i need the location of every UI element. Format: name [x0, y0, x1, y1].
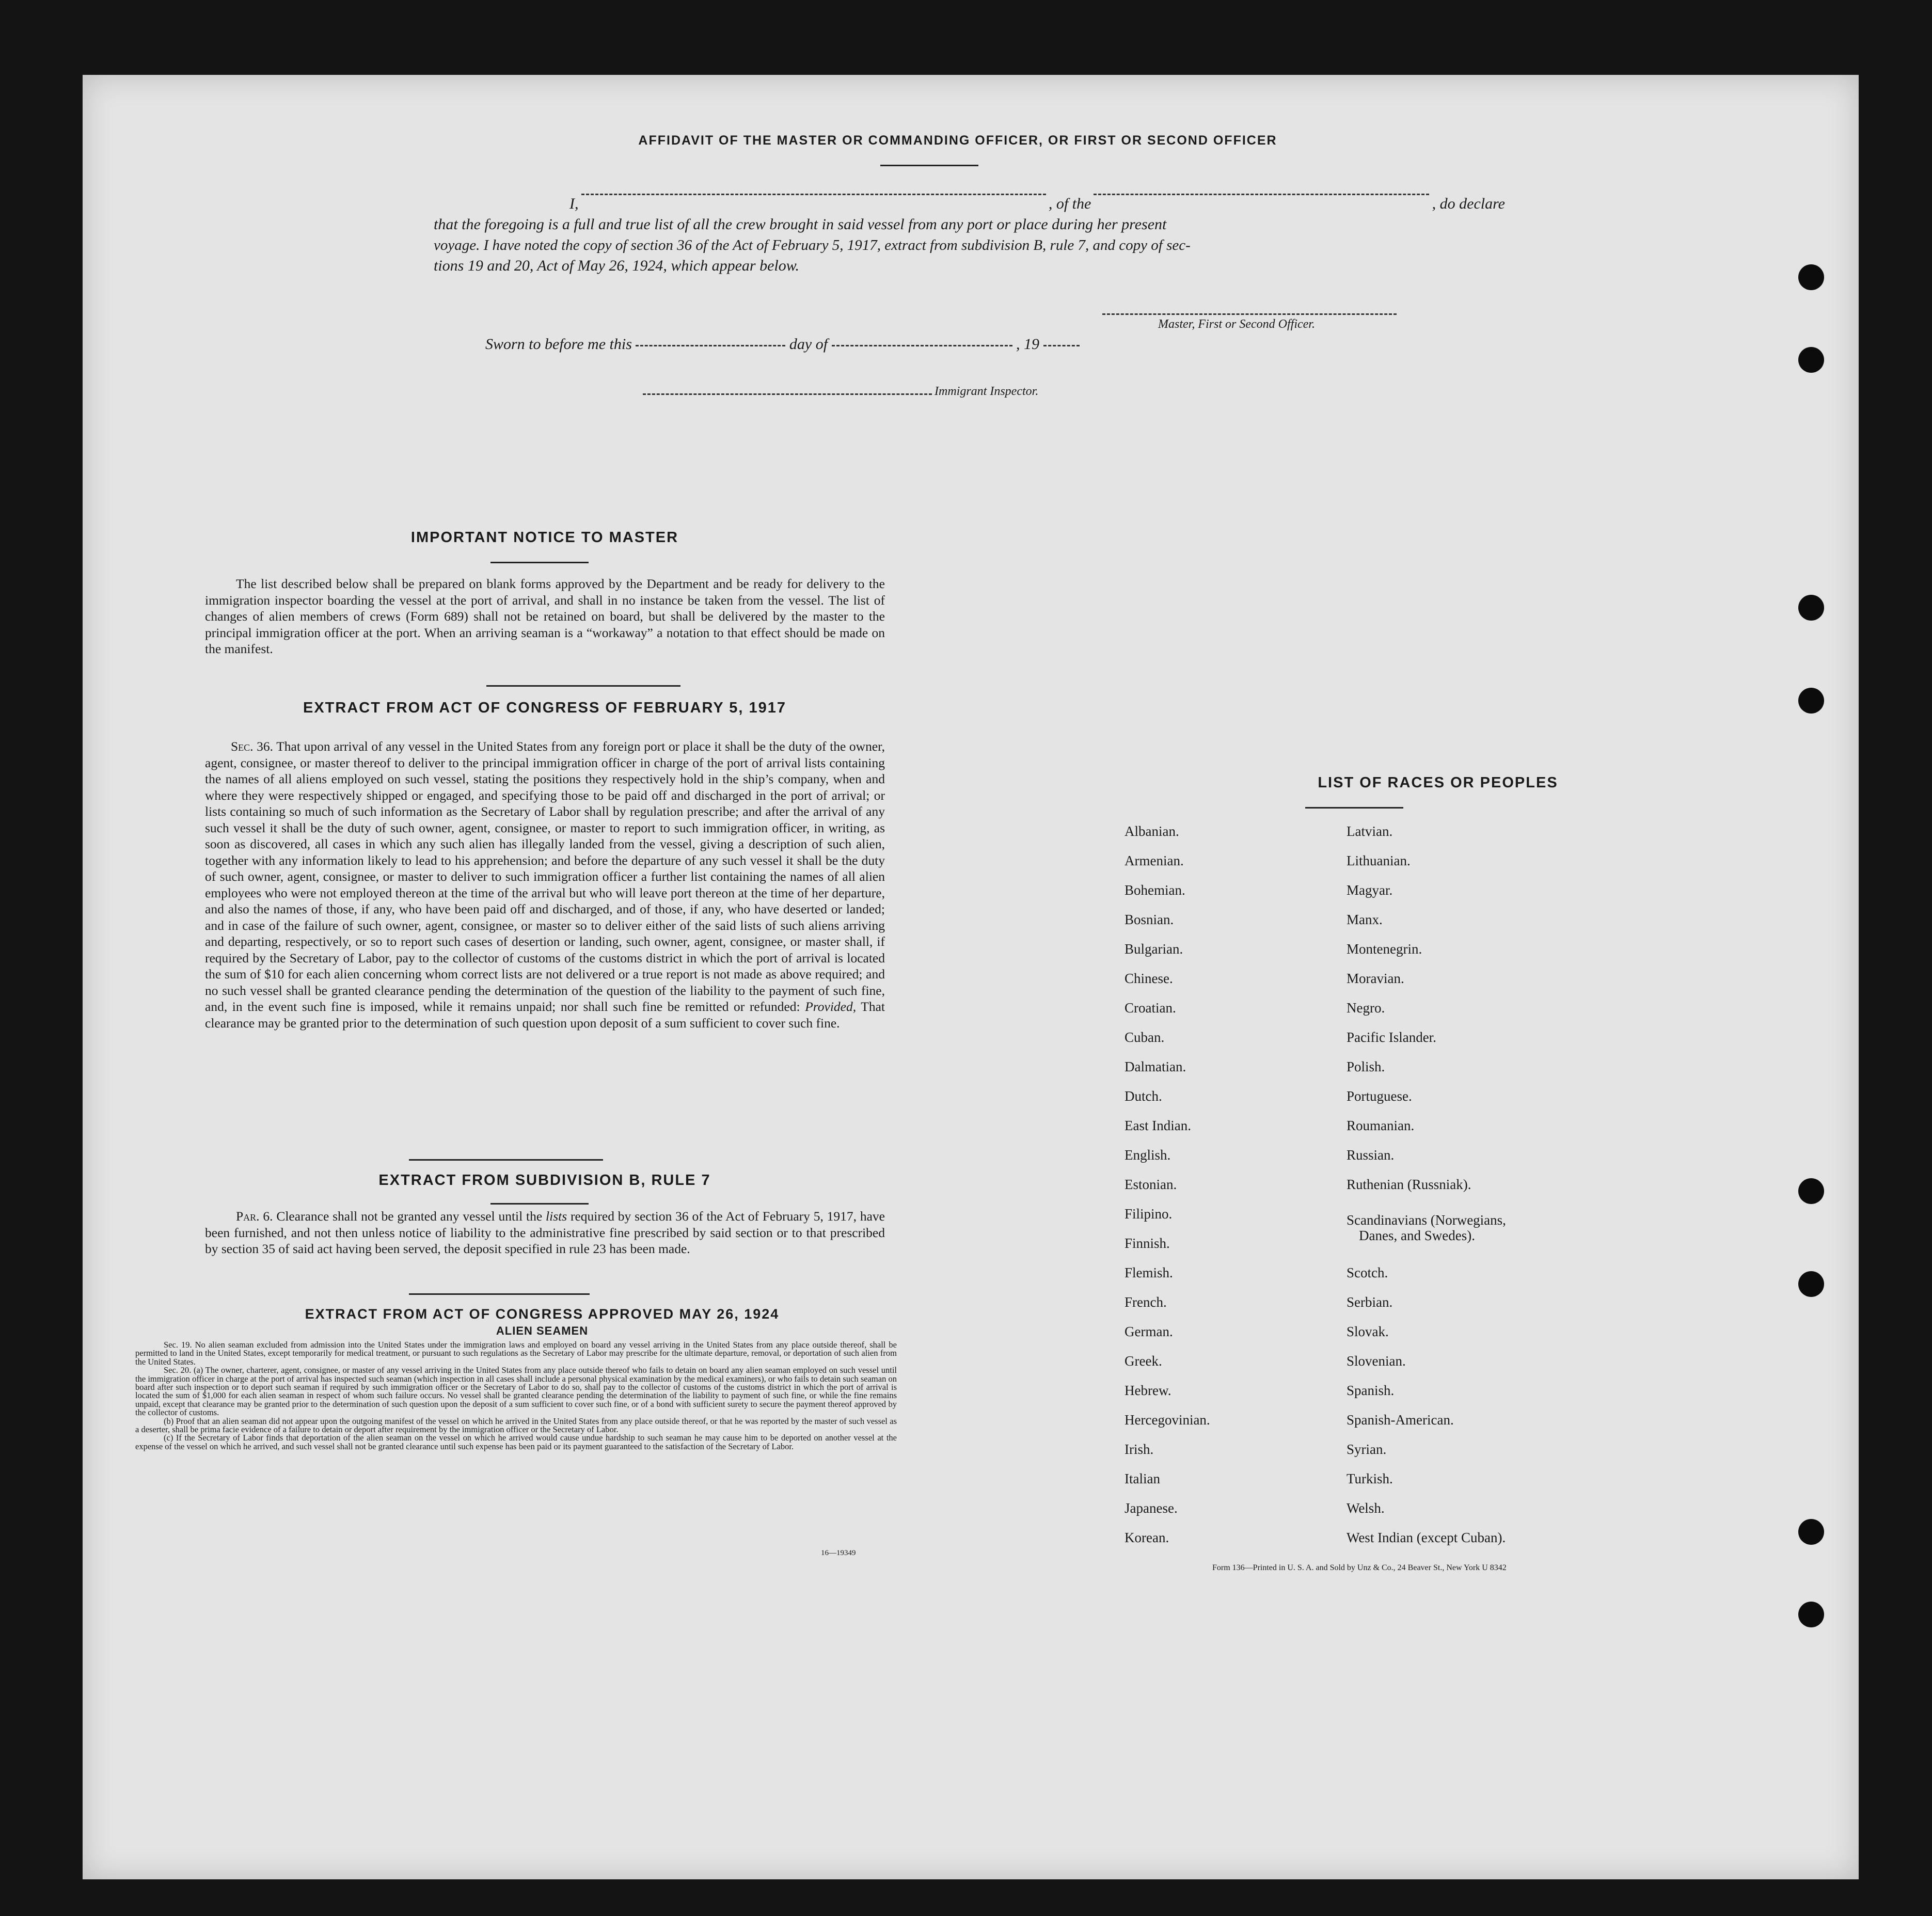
race-item: Finnish. — [1125, 1236, 1170, 1251]
race-item: Lithuanian. — [1347, 853, 1411, 868]
punch-hole — [1798, 595, 1824, 621]
sec-36-text-end: That clearance may be granted prior to the determination of such question upon deposit of a sum sufficient to cover such fine. — [205, 999, 885, 1031]
race-item: French. — [1125, 1294, 1167, 1310]
extract-1924-title: EXTRACT FROM ACT OF CONGRESS APPROVED MAY 26, 1924 — [305, 1306, 780, 1322]
punch-hole — [1798, 1178, 1824, 1204]
provided-label: Provided, — [805, 999, 857, 1014]
affidavit-declare: , do declare — [1432, 195, 1505, 212]
par-6-label: Par. 6. — [236, 1209, 273, 1224]
form-number: 16—19349 — [821, 1549, 856, 1557]
race-item: Slovak. — [1347, 1324, 1389, 1339]
sec-36-text: That upon arrival of any vessel in the United States from any foreign port or place it shall be the duty of the owner, agent, consignee, or master thereof to deliver to the principal immigration officer in charge of the port of arrival lists containing the names of all aliens employed on such vessel, stating the positions they respectively hold in the ship’s company, when and where they were respectively shipped or engaged, and specifying those to be paid off and discharged in the port of arrival; or lists containing so much of such information as the Secretary of Labor shall by regulation prescribe; and after the arrival of any such vessel it shall be the duty of such owner, agent, consignee, or master to report to such immigration officer, in writing, as soon as discovered, all cases in which any such alien has illegally landed from the vessel, giving a description of such alien, together with any information likely to lead to his apprehension; and before the departure of any such vessel it shall be the duty of such owner, agent, consignee, or master to deliver to such immigration officer a further list containing the names of all alien employees who were not employed thereon at the time of the arrival but who will leave port thereon at the time of her departure, and also the names of those, if any, who have been paid off and discharged, and of those, if any, who have deserted or landed; and in case of the failure of such owner, agent, consignee, or master so to deliver either of the said lists of such aliens arriving and departing, respectively, or so to report such cases of desertion or landing, such owner, agent, consignee, or master shall, if required by the Secretary of Labor, pay to the collector of customs of the customs district in which the port of arrival is located the sum of $10 for each alien concerning whom correct lists are not delivered or a true report is not made as above required; and no such vessel shall be granted clearance pending the determination of the question of the liability to the payment of such fine, and, in the event such fine is imposed, while it remains unpaid; nor shall such fine be remitted or refunded: — [205, 739, 885, 1014]
race-item: Croatian. — [1125, 1000, 1176, 1016]
race-item: Ruthenian (Russniak). — [1347, 1177, 1471, 1192]
sec-36-label: Sec. 36. — [231, 739, 274, 754]
punch-hole — [1798, 1271, 1824, 1297]
race-item: Turkish. — [1347, 1471, 1393, 1486]
race-item: Manx. — [1347, 912, 1383, 927]
race-item: Irish. — [1125, 1442, 1154, 1457]
race-item: Serbian. — [1347, 1294, 1393, 1310]
punch-hole — [1798, 264, 1824, 290]
race-item: Estonian. — [1125, 1177, 1177, 1192]
inspector-signature-blank[interactable] — [643, 393, 932, 395]
par-6-text-end: required by section 36 of the Act of February 5, 1917, have been furnished, and not then unless notice of liability to the administrative fine prescribed by said section or to that prescribed by section 35 of said act having been served, the deposit specified in rule 23 has been made. — [205, 1209, 885, 1256]
sec-20a-text: Sec. 20. (a) The owner, charterer, agent, consignee, or master of any vessel arriving in the United States from any place outside thereof who fails to detain on board any alien seaman employed on such vessel until the immigration officer in charge at the port of arrival has inspected such seaman (which inspection in all cases shall include a personal physical examination by the medical examiners), or who fails to detain such seaman on board after such inspection or to deport such seaman if required by such immigration officer or the Secretary of Labor to do so, shall pay to the collector of customs of the customs district in which the port of arrival is located the sum of $1,000 for each alien seaman in respect of whom such failure occurs. No vessel shall be granted clearance pending the determination of the liability to payment of such fine, or while the fine remains unpaid, except that clearance may be granted prior to the determination of such question upon the deposit of a sum sufficient to cover such fine, or of a bond with sufficient surety to secure the payment thereof approved by the collector of customs. — [135, 1365, 897, 1418]
sworn-label: Sworn to before me this — [485, 336, 632, 353]
affidavit-title: AFFIDAVIT OF THE MASTER OR COMMANDING OFFICER, OR FIRST OR SECOND OFFICER — [638, 133, 1277, 148]
race-item: Negro. — [1347, 1000, 1385, 1016]
extract-1917-body — [205, 738, 885, 1031]
punch-hole — [1798, 347, 1824, 373]
par-6-text: Clearance shall not be granted any vessel until the — [276, 1209, 543, 1224]
sec-20c-text: (c) If the Secretary of Labor finds that deportation of the alien seaman on the vessel on which he arrived would cause undue hardship to such seaman he may cause him to be deported on another vessel at the expense of the vessel on which he arrived, and such vessel shall not be granted clearance until such expense has been paid or its payment guaranteed to the satisfaction of the Secretary of Labor. — [135, 1433, 897, 1451]
race-item: Welsh. — [1347, 1500, 1385, 1516]
race-item: Italian — [1125, 1471, 1160, 1486]
master-signature-label: Master, First or Second Officer. — [1158, 318, 1315, 331]
punch-hole — [1798, 688, 1824, 714]
race-item: Scotch. — [1347, 1265, 1388, 1280]
day-of-label: day of — [789, 336, 828, 353]
name-blank[interactable] — [581, 194, 1046, 195]
race-item: Slovenian. — [1347, 1353, 1406, 1369]
inspector-label: Immigrant Inspector. — [935, 385, 1039, 398]
sec-20b-text: (b) Proof that an alien seaman did not appear upon the outgoing manifest of the vessel on which he arrived in the United States from any place outside thereof, or that he was reported by the master of such vessel as a deserter, shall be prima facie evidence of a failure to detain or deport after requirement by the immigration officer or the Secretary of Labor. — [135, 1416, 897, 1435]
punch-hole — [1798, 1519, 1824, 1545]
race-item: Hercegovinian. — [1125, 1412, 1210, 1428]
races-right-column — [1347, 824, 1605, 1639]
races-left-column — [1125, 824, 1279, 1639]
race-item: Chinese. — [1125, 971, 1173, 986]
race-item: Spanish-American. — [1347, 1412, 1454, 1428]
sec-19-text: Sec. 19. No alien seaman excluded from admission into the United States under the immigration laws and employed on board any vessel arriving in the United States from any place outside thereof, shall be permitted to land in the United States, except temporarily for medical treatment, or pursuant to such regulations as the Secretary of Labor may prescribe for the ultimate departure, removal, or deportation of such alien from the United States. — [135, 1340, 897, 1367]
race-item: Syrian. — [1347, 1442, 1387, 1457]
section-divider-3 — [409, 1293, 590, 1295]
notice-title: IMPORTANT NOTICE TO MASTER — [410, 529, 679, 546]
affidavit-line-2: that the foregoing is a full and true list of all the crew brought in said vessel from any port or place during her present — [434, 216, 1167, 233]
lists-word: lists — [546, 1209, 567, 1224]
sworn-month-blank[interactable] — [832, 345, 1012, 346]
notice-text: The list described below shall be prepared on blank forms approved by the Department and be ready for delivery to the immigration inspector boarding the vessel at the port of arrival, and shall in no instance be taken from the vessel. The list of changes of alien members of crews (Form 689) shall not be retained on board, but shall be delivered by the master to the principal immigration officer at the port. When an arriving seaman is a “workaway” a notation to that effect should be made on the manifest. — [205, 576, 885, 656]
race-item: Japanese. — [1125, 1500, 1178, 1516]
extract-rule7-title-rule — [490, 1203, 589, 1205]
extract-1917-title: EXTRACT FROM ACT OF CONGRESS OF FEBRUARY 5, 1917 — [303, 700, 787, 716]
race-item: Roumanian. — [1347, 1118, 1415, 1133]
race-item: Armenian. — [1125, 853, 1184, 868]
sworn-line — [485, 336, 1080, 353]
sworn-year-blank[interactable] — [1043, 345, 1080, 346]
race-item: West Indian (except Cuban). — [1347, 1530, 1506, 1545]
race-item: Russian. — [1347, 1147, 1395, 1163]
race-item: Latvian. — [1347, 824, 1393, 839]
race-item: Scandinavians (Norwegians, — [1347, 1212, 1506, 1228]
master-signature-blank[interactable] — [1102, 313, 1397, 315]
affidavit-line-3: voyage. I have noted the copy of section 36 of the Act of February 5, 1917, extract from subdivision B, rule 7, and copy of sec- — [434, 237, 1191, 254]
race-item: Flemish. — [1125, 1265, 1173, 1280]
race-item: Albanian. — [1125, 824, 1179, 839]
races-title: LIST OF RACES OR PEOPLES — [1318, 774, 1558, 791]
sworn-day-blank[interactable] — [636, 345, 785, 346]
year-label: , 19 — [1016, 336, 1040, 353]
affidavit-of-the: , of the — [1048, 195, 1091, 212]
race-item: Dalmatian. — [1125, 1059, 1186, 1074]
race-item: Portuguese. — [1347, 1088, 1412, 1104]
race-item-continuation: Danes, and Swedes). — [1359, 1228, 1475, 1243]
race-item: Korean. — [1125, 1530, 1169, 1545]
affidavit-i: I, — [569, 195, 579, 212]
affidavit-title-rule — [880, 165, 978, 166]
alien-seamen-subtitle: ALIEN SEAMEN — [496, 1324, 589, 1337]
notice-body — [205, 576, 885, 657]
race-item: Hebrew. — [1125, 1383, 1171, 1398]
extract-1924-body — [135, 1341, 897, 1451]
extract-rule7-title: EXTRACT FROM SUBDIVISION B, RULE 7 — [378, 1172, 711, 1189]
race-item: English. — [1125, 1147, 1171, 1163]
affidavit-line-4: tions 19 and 20, Act of May 26, 1924, which appear below. — [434, 257, 800, 274]
races-title-rule — [1305, 807, 1403, 809]
race-item: Moravian. — [1347, 971, 1404, 986]
race-item: Polish. — [1347, 1059, 1385, 1074]
races-footer: Form 136—Printed in U. S. A. and Sold by Unz & Co., 24 Beaver St., New York U 8342 — [1212, 1563, 1507, 1572]
extract-rule7-body — [205, 1208, 885, 1257]
punch-hole — [1798, 1602, 1824, 1627]
race-item: Greek. — [1125, 1353, 1162, 1369]
vessel-blank[interactable] — [1094, 194, 1429, 195]
race-item: Bosnian. — [1125, 912, 1174, 927]
race-item: Spanish. — [1347, 1383, 1395, 1398]
race-item: Bohemian. — [1125, 882, 1185, 898]
affidavit-declaration — [434, 194, 1505, 276]
notice-title-rule — [490, 562, 589, 563]
document-page — [83, 75, 1859, 1879]
race-item: Cuban. — [1125, 1030, 1165, 1045]
section-divider-1 — [486, 685, 680, 687]
race-item: Montenegrin. — [1347, 941, 1422, 957]
race-item: Filipino. — [1125, 1206, 1173, 1222]
race-item: Dutch. — [1125, 1088, 1162, 1104]
race-item: German. — [1125, 1324, 1173, 1339]
race-item: Pacific Islander. — [1347, 1030, 1436, 1045]
race-item: East Indian. — [1125, 1118, 1191, 1133]
race-item: Bulgarian. — [1125, 941, 1183, 957]
section-divider-2 — [409, 1159, 603, 1161]
race-item: Magyar. — [1347, 882, 1393, 898]
